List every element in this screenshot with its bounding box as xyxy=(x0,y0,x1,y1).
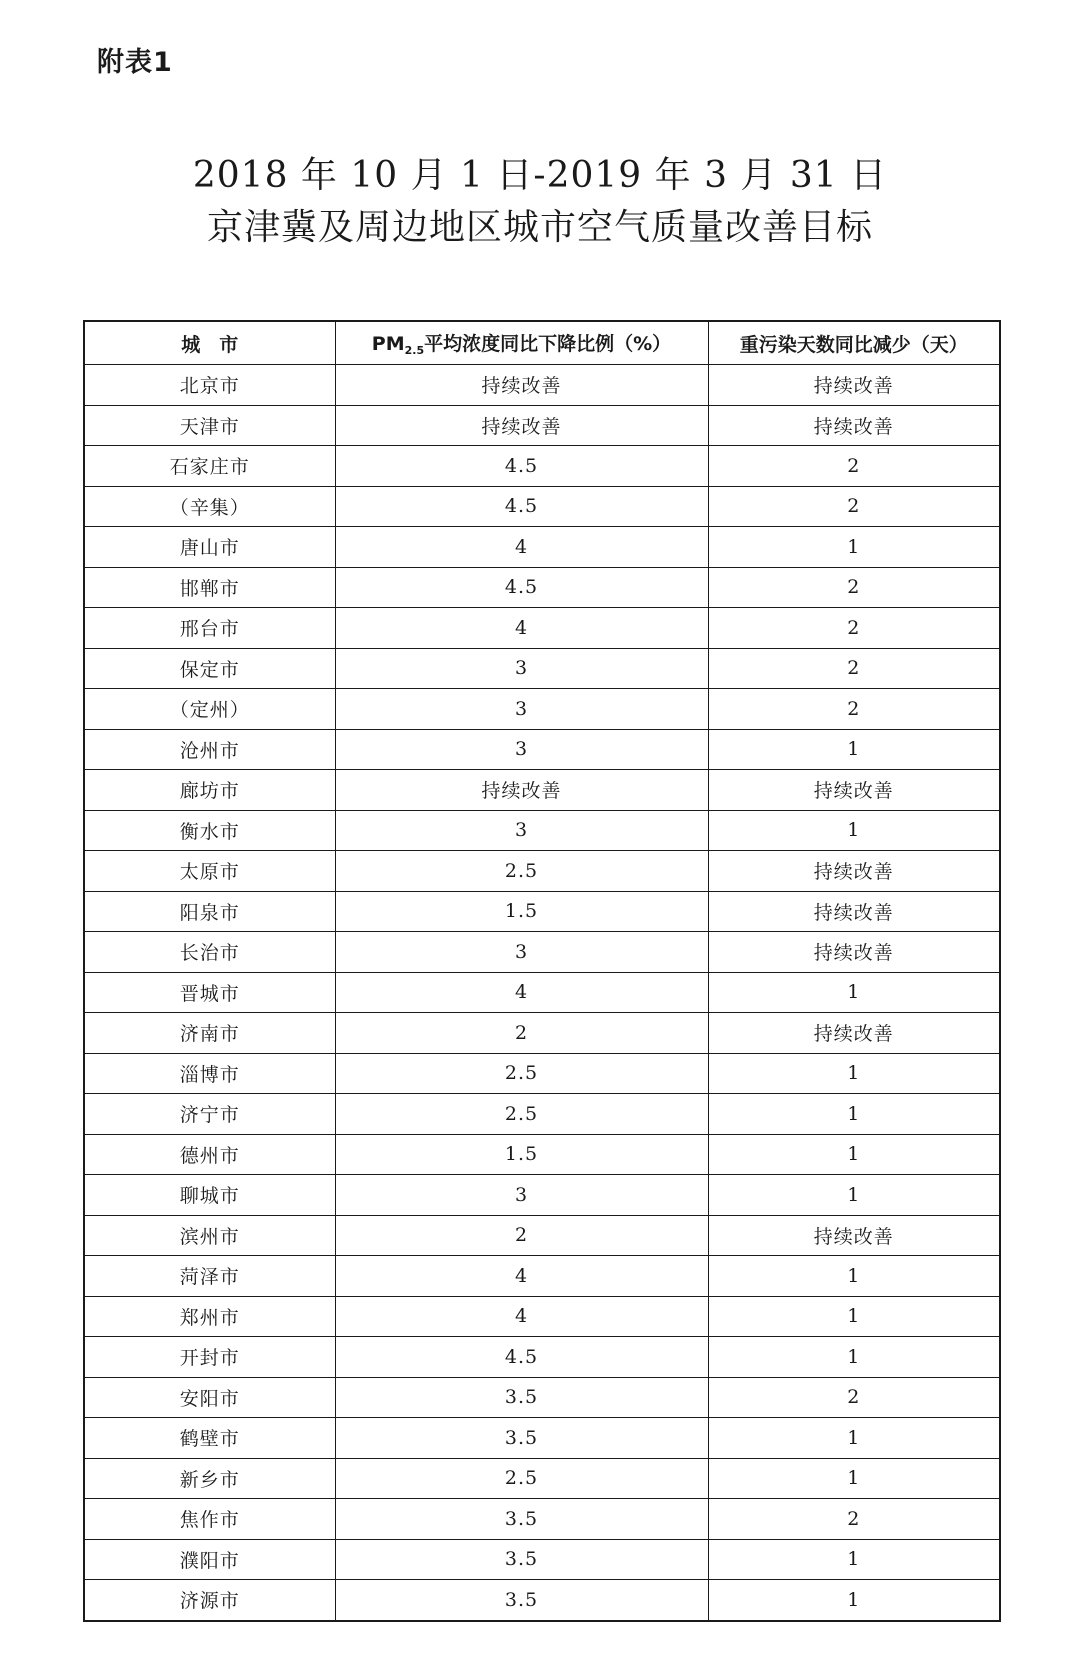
cell-pm25-decline: 3 xyxy=(335,932,708,973)
cell-heavy-pollution-days: 持续改善 xyxy=(708,891,1000,932)
cell-city: 邯郸市 xyxy=(84,567,335,608)
table-row xyxy=(84,1458,1000,1499)
table-row xyxy=(84,1499,1000,1540)
cell-pm25-decline: 2 xyxy=(335,1215,708,1256)
cell-city: 石家庄市 xyxy=(84,446,335,487)
cell-pm25-decline: 4 xyxy=(335,972,708,1013)
cell-heavy-pollution-days: 持续改善 xyxy=(708,405,1000,446)
table-row xyxy=(84,1094,1000,1135)
cell-heavy-pollution-days: 持续改善 xyxy=(708,365,1000,406)
cell-pm25-decline: 4 xyxy=(335,608,708,649)
header-pm-prefix: PM xyxy=(371,333,405,355)
cell-city: 天津市 xyxy=(84,405,335,446)
cell-pm25-decline: 3 xyxy=(335,689,708,730)
cell-pm25-decline: 4 xyxy=(335,527,708,568)
cell-pm25-decline: 3 xyxy=(335,810,708,851)
cell-pm25-decline: 2.5 xyxy=(335,1458,708,1499)
cell-city: 焦作市 xyxy=(84,1499,335,1540)
table-row xyxy=(84,1013,1000,1054)
table-row xyxy=(84,608,1000,649)
cell-pm25-decline: 3.5 xyxy=(335,1539,708,1580)
cell-heavy-pollution-days: 1 xyxy=(708,1175,1000,1216)
cell-city: 开封市 xyxy=(84,1337,335,1378)
table-header-row xyxy=(84,321,1000,365)
cell-pm25-decline: 4 xyxy=(335,1256,708,1297)
cell-heavy-pollution-days: 2 xyxy=(708,446,1000,487)
header-heavy-pollution-days: 重污染天数同比减少（天） xyxy=(708,321,1000,365)
table-row xyxy=(84,405,1000,446)
cell-pm25-decline: 4.5 xyxy=(335,1337,708,1378)
cell-heavy-pollution-days: 1 xyxy=(708,1539,1000,1580)
table-row xyxy=(84,1296,1000,1337)
cell-pm25-decline: 2 xyxy=(335,1013,708,1054)
cell-pm25-decline: 3.5 xyxy=(335,1499,708,1540)
cell-city: （定州） xyxy=(84,689,335,730)
table-row xyxy=(84,1256,1000,1297)
cell-heavy-pollution-days: 持续改善 xyxy=(708,851,1000,892)
table-row xyxy=(84,1580,1000,1621)
table-row xyxy=(84,486,1000,527)
cell-city: 济南市 xyxy=(84,1013,335,1054)
cell-city: 唐山市 xyxy=(84,527,335,568)
cell-heavy-pollution-days: 1 xyxy=(708,1418,1000,1459)
cell-pm25-decline: 1.5 xyxy=(335,891,708,932)
cell-city: 濮阳市 xyxy=(84,1539,335,1580)
cell-pm25-decline: 2.5 xyxy=(335,1053,708,1094)
cell-heavy-pollution-days: 2 xyxy=(708,567,1000,608)
cell-pm25-decline: 4.5 xyxy=(335,486,708,527)
table-row xyxy=(84,1053,1000,1094)
table-row xyxy=(84,567,1000,608)
cell-city: 鹤壁市 xyxy=(84,1418,335,1459)
table-row xyxy=(84,1134,1000,1175)
table-row xyxy=(84,689,1000,730)
table-row xyxy=(84,527,1000,568)
cell-pm25-decline: 3.5 xyxy=(335,1580,708,1621)
header-pm-rest: 平均浓度同比下降比例（%） xyxy=(424,333,672,355)
cell-city: 济宁市 xyxy=(84,1094,335,1135)
cell-pm25-decline: 3.5 xyxy=(335,1418,708,1459)
cell-city: 聊城市 xyxy=(84,1175,335,1216)
table-row xyxy=(84,810,1000,851)
cell-city: 衡水市 xyxy=(84,810,335,851)
cell-heavy-pollution-days: 1 xyxy=(708,729,1000,770)
table-row xyxy=(84,1215,1000,1256)
cell-heavy-pollution-days: 持续改善 xyxy=(708,1013,1000,1054)
cell-pm25-decline: 1.5 xyxy=(335,1134,708,1175)
cell-city: 长治市 xyxy=(84,932,335,973)
cell-pm25-decline: 持续改善 xyxy=(335,405,708,446)
cell-city: 淄博市 xyxy=(84,1053,335,1094)
table-row xyxy=(84,972,1000,1013)
cell-city: （辛集） xyxy=(84,486,335,527)
cell-city: 晋城市 xyxy=(84,972,335,1013)
table-row xyxy=(84,1175,1000,1216)
cell-pm25-decline: 3 xyxy=(335,648,708,689)
attachment-label: 附表1 xyxy=(97,47,173,78)
table-row xyxy=(84,1418,1000,1459)
table-row xyxy=(84,851,1000,892)
header-pm-subscript: 2.5 xyxy=(404,344,425,357)
cell-heavy-pollution-days: 持续改善 xyxy=(708,770,1000,811)
title-line-1: 2018 年 10 月 1 日-2019 年 3 月 31 日 xyxy=(192,155,888,196)
cell-pm25-decline: 3.5 xyxy=(335,1377,708,1418)
table-row xyxy=(84,932,1000,973)
cell-pm25-decline: 4.5 xyxy=(335,567,708,608)
document-title xyxy=(0,150,1080,254)
cell-heavy-pollution-days: 1 xyxy=(708,972,1000,1013)
cell-city: 阳泉市 xyxy=(84,891,335,932)
cell-pm25-decline: 3 xyxy=(335,729,708,770)
table-row xyxy=(84,1337,1000,1378)
table-row xyxy=(84,648,1000,689)
cell-pm25-decline: 持续改善 xyxy=(335,770,708,811)
cell-pm25-decline: 2.5 xyxy=(335,1094,708,1135)
air-quality-targets-table xyxy=(83,320,1001,1622)
cell-city: 保定市 xyxy=(84,648,335,689)
cell-pm25-decline: 持续改善 xyxy=(335,365,708,406)
cell-heavy-pollution-days: 1 xyxy=(708,1053,1000,1094)
table-row xyxy=(84,446,1000,487)
cell-heavy-pollution-days: 1 xyxy=(708,810,1000,851)
cell-heavy-pollution-days: 1 xyxy=(708,1580,1000,1621)
cell-city: 邢台市 xyxy=(84,608,335,649)
cell-city: 滨州市 xyxy=(84,1215,335,1256)
cell-heavy-pollution-days: 1 xyxy=(708,1458,1000,1499)
cell-heavy-pollution-days: 1 xyxy=(708,1296,1000,1337)
cell-heavy-pollution-days: 2 xyxy=(708,648,1000,689)
cell-city: 郑州市 xyxy=(84,1296,335,1337)
header-pm25-decline xyxy=(335,321,708,365)
cell-pm25-decline: 4 xyxy=(335,1296,708,1337)
table-row xyxy=(84,365,1000,406)
cell-city: 新乡市 xyxy=(84,1458,335,1499)
cell-heavy-pollution-days: 2 xyxy=(708,608,1000,649)
table-row xyxy=(84,1539,1000,1580)
cell-heavy-pollution-days: 持续改善 xyxy=(708,1215,1000,1256)
cell-pm25-decline: 2.5 xyxy=(335,851,708,892)
cell-heavy-pollution-days: 1 xyxy=(708,527,1000,568)
table-row xyxy=(84,891,1000,932)
cell-heavy-pollution-days: 1 xyxy=(708,1134,1000,1175)
cell-heavy-pollution-days: 2 xyxy=(708,486,1000,527)
cell-city: 沧州市 xyxy=(84,729,335,770)
title-line-2: 京津冀及周边地区城市空气质量改善目标 xyxy=(206,207,873,248)
cell-heavy-pollution-days: 2 xyxy=(708,1499,1000,1540)
cell-heavy-pollution-days: 2 xyxy=(708,1377,1000,1418)
cell-city: 北京市 xyxy=(84,365,335,406)
cell-heavy-pollution-days: 1 xyxy=(708,1256,1000,1297)
cell-heavy-pollution-days: 持续改善 xyxy=(708,932,1000,973)
cell-city: 济源市 xyxy=(84,1580,335,1621)
cell-heavy-pollution-days: 1 xyxy=(708,1094,1000,1135)
targets-table-container xyxy=(83,320,999,1622)
cell-city: 菏泽市 xyxy=(84,1256,335,1297)
cell-city: 安阳市 xyxy=(84,1377,335,1418)
header-city: 城 市 xyxy=(84,321,335,365)
table-body xyxy=(84,365,1000,1621)
table-row xyxy=(84,729,1000,770)
cell-heavy-pollution-days: 2 xyxy=(708,689,1000,730)
cell-city: 德州市 xyxy=(84,1134,335,1175)
cell-pm25-decline: 3 xyxy=(335,1175,708,1216)
cell-city: 太原市 xyxy=(84,851,335,892)
cell-pm25-decline: 4.5 xyxy=(335,446,708,487)
cell-heavy-pollution-days: 1 xyxy=(708,1337,1000,1378)
table-row xyxy=(84,770,1000,811)
cell-city: 廊坊市 xyxy=(84,770,335,811)
table-row xyxy=(84,1377,1000,1418)
